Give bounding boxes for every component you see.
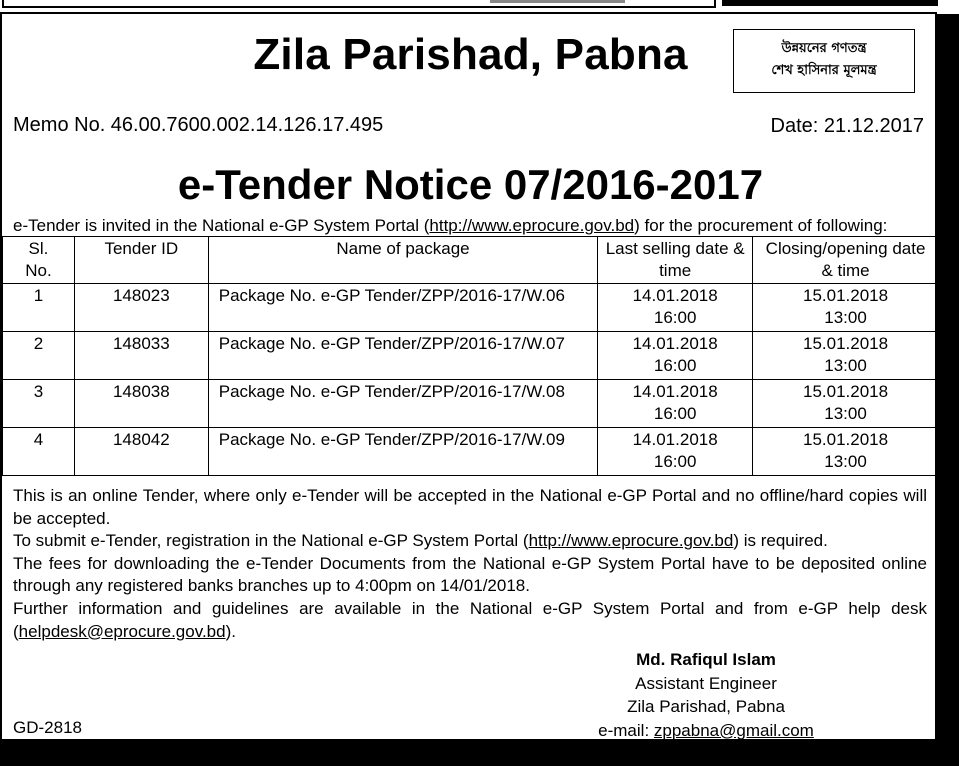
memo-number: Memo No. 46.00.7600.002.14.126.17.495 [13,114,384,136]
cell-sl: 4 [3,428,75,476]
signatory-name: Md. Rafiqul Islam [636,650,776,669]
cell-tender-id: 148038 [74,380,208,428]
header-sl-line2: No. [25,261,52,280]
signature-block [562,648,850,742]
cell-package: Package No. e-GP Tender/ZPP/2016-17/W.08 [208,380,597,428]
table-row [3,284,939,332]
cell-sl: 3 [3,380,75,428]
signatory-email-line [562,719,850,743]
header-tender-id: Tender ID [74,237,208,284]
top-strip-block [722,0,938,6]
close-date: 15.01.2018 [802,382,889,401]
cell-package: Package No. e-GP Tender/ZPP/2016-17/W.07 [208,332,597,380]
p2-after: ) is required. [733,531,828,551]
notice-title: e-Tender Notice 07/2016-2017 [177,161,764,208]
email-link[interactable]: zppabna@gmail.com [653,720,814,740]
header-closing-line2: & time [821,261,870,280]
slogan-box [733,29,915,93]
paragraph-fees: The fees for downloading the e-Tender Documents from the National e-GP System Portal have to be deposited online through any registered banks branches up to 4:00pm on 14/01/2018. [13,553,927,596]
helpdesk-link[interactable]: helpdesk@eprocure.gov.bd [18,621,226,641]
cell-last-selling [598,428,753,476]
header-package: Name of package [208,237,597,284]
gd-number: GD-2818 [13,718,82,737]
close-time: 13:00 [824,404,867,423]
header-last-selling-line2: time [659,261,692,280]
p4-before: Further information and guidelines are available in the National e-GP System Portal and from e-GP help desk ( [13,598,927,641]
table-row [3,428,939,476]
close-time: 13:00 [824,308,867,327]
sell-date: 14.01.2018 [632,286,718,305]
p4-after: ). [225,621,236,641]
notice-page [0,12,937,741]
cell-sl: 1 [3,284,75,332]
sell-time: 16:00 [653,356,697,375]
cell-package: Package No. e-GP Tender/ZPP/2016-17/W.09 [208,428,597,476]
cell-closing [753,380,939,428]
header-sl-line1: Sl. [28,239,49,258]
signatory-designation: Assistant Engineer [635,673,777,693]
sell-time: 16:00 [653,404,697,423]
cell-last-selling [598,284,753,332]
cell-closing [753,284,939,332]
intro-after: ) for the procurement of following: [634,216,888,235]
cell-last-selling [598,380,753,428]
close-time: 13:00 [824,452,867,471]
tender-table [2,236,939,476]
signatory-office: Zila Parishad, Pabna [627,697,785,716]
slogan-line-2: শেখ হাসিনার মূলমন্ত্র [771,63,877,78]
cell-package: Package No. e-GP Tender/ZPP/2016-17/W.06 [208,284,597,332]
sell-date: 14.01.2018 [632,334,718,353]
close-date: 15.01.2018 [802,334,889,353]
cell-closing [753,428,939,476]
sell-time: 16:00 [653,452,697,471]
eprocure-link-2[interactable]: http://www.eprocure.gov.bd [528,531,734,551]
cell-last-selling [598,332,753,380]
memo-date: Date: 21.12.2017 [770,115,924,137]
top-strip-mark [490,0,625,3]
paragraph-helpdesk [13,598,927,643]
table-header-row [3,237,939,284]
sell-time: 16:00 [653,308,697,327]
sell-date: 14.01.2018 [632,430,718,449]
header-closing [753,237,939,284]
table-row [3,332,939,380]
close-date: 15.01.2018 [802,286,889,305]
paragraph-online: This is an online Tender, where only e-Tender will be accepted in the National e-GP Portal and no offline/hard copies will be accepted. [13,486,927,528]
page-title: Zila Parishad, Pabna [253,30,688,79]
paragraph-registration [13,530,927,553]
slogan-line-1: উন্নয়নের গণতন্ত্র [781,41,867,56]
intro-text [13,216,887,236]
intro-before: e-Tender is invited in the National e-GP System Portal ( [13,216,430,235]
eprocure-link[interactable]: http://www.eprocure.gov.bd [429,216,635,235]
header-closing-line1: Closing/opening date [765,239,926,258]
cell-closing [753,332,939,380]
header-last-selling-line1: Last selling date & [605,239,745,258]
cell-tender-id: 148033 [74,332,208,380]
close-time: 13:00 [824,356,867,375]
p2-before: To submit e-Tender, registration in the National e-GP System Portal ( [13,531,529,551]
header-sl [3,237,75,284]
cell-sl: 2 [3,332,75,380]
cell-tender-id: 148023 [74,284,208,332]
email-label: e-mail: [598,720,654,740]
cell-tender-id: 148042 [74,428,208,476]
notice-body [13,485,927,643]
close-date: 15.01.2018 [802,430,889,449]
table-row [3,380,939,428]
header-last-selling [598,237,753,284]
sell-date: 14.01.2018 [632,382,718,401]
